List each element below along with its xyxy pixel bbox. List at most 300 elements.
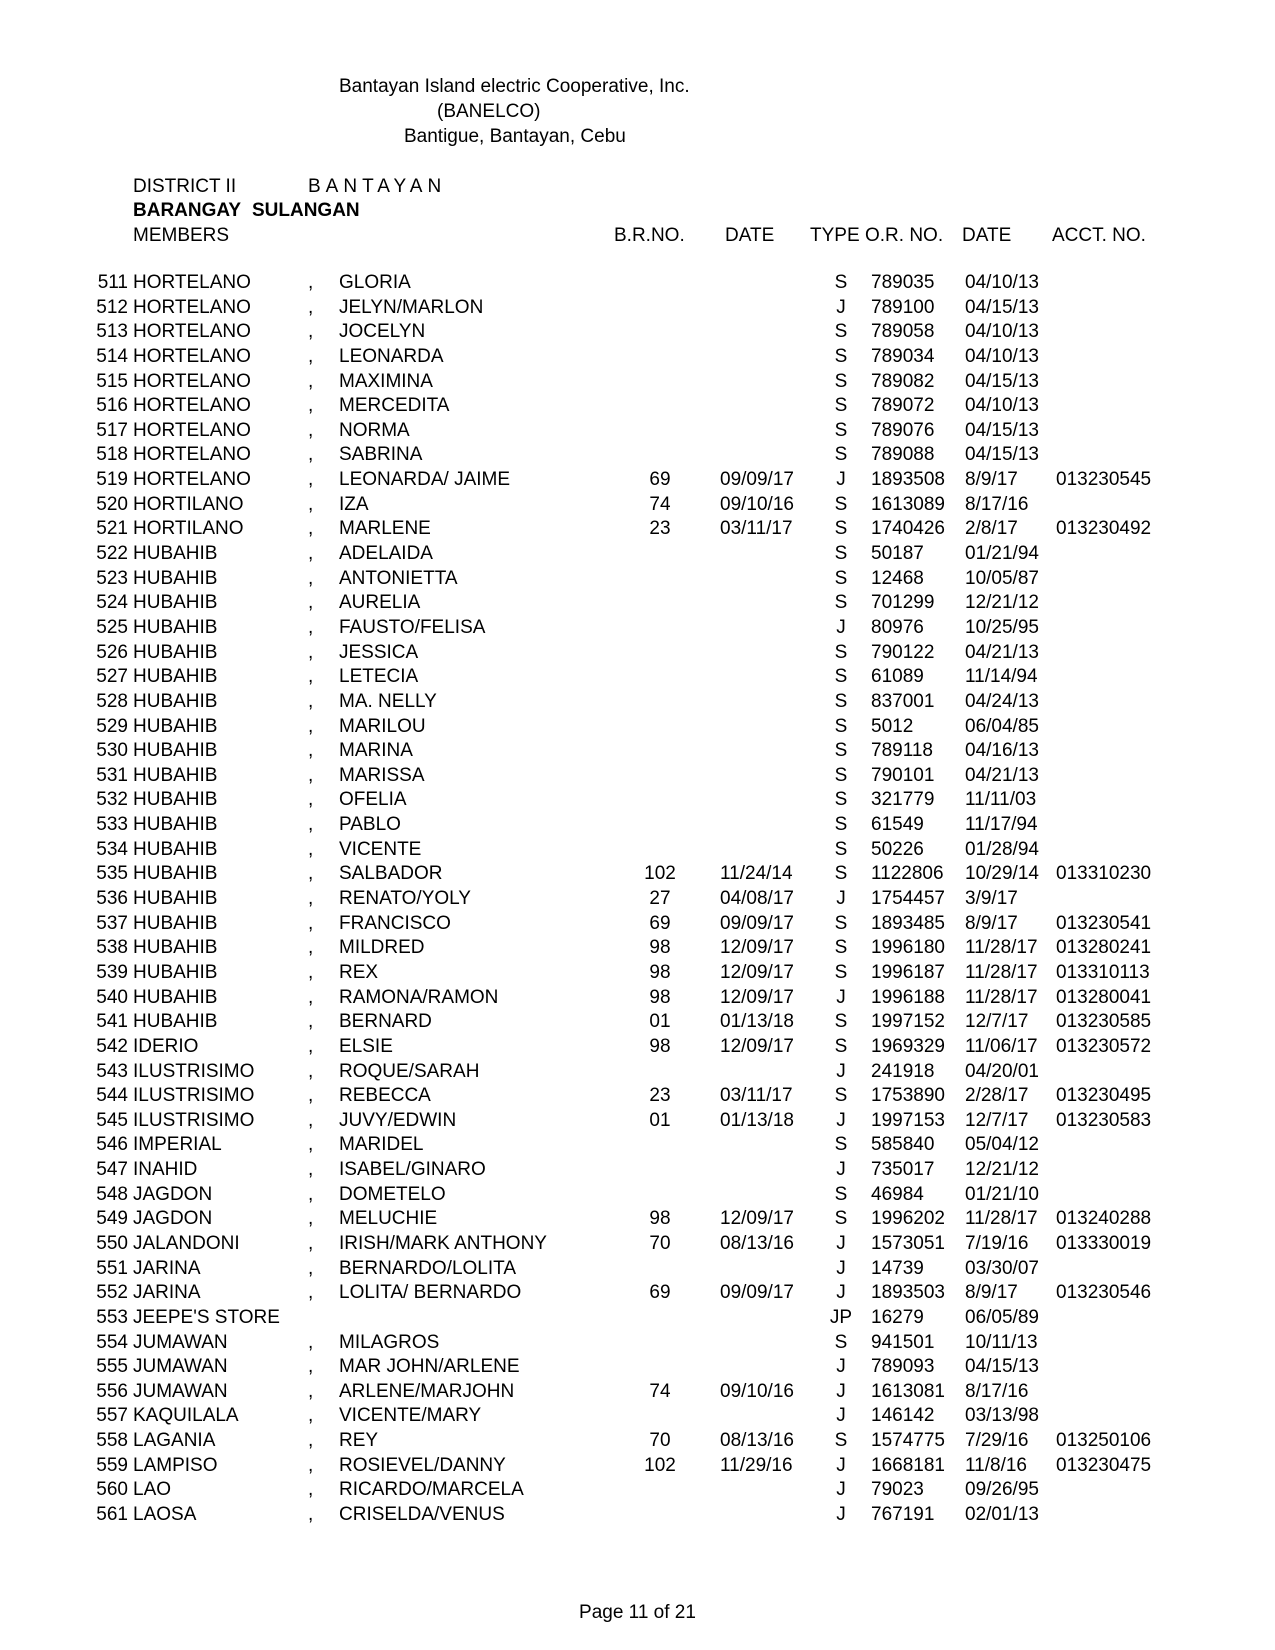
or-date: 12/7/17	[965, 1109, 1029, 1131]
br-date: 12/09/17	[720, 961, 794, 983]
br-date: 01/13/18	[720, 1109, 794, 1131]
member-number: 531	[96, 764, 128, 786]
first-name: BERNARDO/LOLITA	[339, 1257, 517, 1279]
or-date: 04/21/13	[965, 641, 1039, 663]
col-header-date: DATE	[725, 225, 775, 246]
or-number: 1122806	[871, 863, 944, 885]
or-date: 04/16/13	[965, 740, 1039, 762]
or-number: 1613089	[871, 493, 945, 515]
member-type: S	[834, 1134, 848, 1156]
member-type: S	[834, 740, 848, 762]
last-name: JAGDON	[133, 1208, 213, 1230]
member-number: 543	[96, 1060, 128, 1082]
first-name: MARILOU	[339, 715, 426, 737]
first-name: IZA	[339, 493, 369, 515]
member-type: J	[836, 616, 846, 638]
name-separator: ,	[308, 543, 314, 565]
last-name: JARINA	[133, 1282, 201, 1304]
br-number: 27	[649, 888, 671, 910]
member-number: 546	[96, 1134, 128, 1156]
member-number: 558	[96, 1430, 128, 1452]
member-type: S	[834, 444, 848, 466]
account-number: 013250106	[1056, 1430, 1152, 1452]
or-number: 321779	[871, 789, 935, 811]
or-date: 7/29/16	[965, 1430, 1029, 1452]
name-separator: ,	[308, 296, 314, 318]
or-number: 50226	[871, 838, 924, 860]
table-row	[0, 666, 1275, 691]
first-name: MILDRED	[339, 937, 425, 959]
or-date: 8/17/16	[965, 493, 1029, 515]
member-type: S	[834, 1011, 848, 1033]
col-header-br-no: B.R.NO.	[614, 225, 685, 246]
last-name: JUMAWAN	[133, 1380, 228, 1402]
table-row	[0, 272, 1275, 297]
name-separator: ,	[308, 1405, 314, 1427]
org-acronym: (BANELCO)	[437, 101, 541, 122]
last-name: HUBAHIB	[133, 715, 218, 737]
or-date: 05/04/12	[965, 1134, 1039, 1156]
or-date: 11/28/17	[965, 961, 1038, 983]
table-row	[0, 987, 1275, 1012]
account-number: 013280041	[1056, 986, 1152, 1008]
name-separator: ,	[308, 912, 314, 934]
member-number: 551	[96, 1257, 128, 1279]
or-date: 7/19/16	[965, 1232, 1029, 1254]
member-type: J	[836, 296, 846, 318]
member-number: 540	[96, 986, 128, 1008]
last-name: HUBAHIB	[133, 814, 218, 836]
table-row	[0, 740, 1275, 765]
last-name: HORTELANO	[133, 345, 251, 367]
name-separator: ,	[308, 321, 314, 343]
name-separator: ,	[308, 1331, 314, 1353]
or-date: 04/24/13	[965, 690, 1039, 712]
page-number: Page 11 of 21	[579, 1602, 696, 1623]
account-number: 013230495	[1056, 1085, 1152, 1107]
member-number: 556	[96, 1380, 128, 1402]
table-row	[0, 1282, 1275, 1307]
or-date: 04/15/13	[965, 296, 1039, 318]
table-row	[0, 913, 1275, 938]
or-date: 11/11/03	[965, 789, 1037, 811]
last-name: HORTILANO	[133, 518, 244, 540]
last-name: HORTELANO	[133, 469, 251, 491]
or-number: 1997152	[871, 1011, 945, 1033]
member-type: S	[834, 518, 848, 540]
or-date: 06/05/89	[965, 1306, 1039, 1328]
or-number: 1997153	[871, 1109, 945, 1131]
or-date: 8/9/17	[965, 912, 1018, 934]
or-number: 789035	[871, 272, 935, 293]
table-row	[0, 1036, 1275, 1061]
name-separator: ,	[308, 715, 314, 737]
member-type: J	[836, 1109, 846, 1131]
or-date: 01/28/94	[965, 838, 1039, 860]
member-type: J	[836, 1454, 846, 1476]
account-number: 013310230	[1056, 863, 1152, 885]
or-date: 04/15/13	[965, 1356, 1039, 1378]
or-number: 1996188	[871, 986, 945, 1008]
member-number: 514	[96, 345, 128, 367]
or-date: 11/28/17	[965, 1208, 1038, 1230]
last-name: HUBAHIB	[133, 740, 218, 762]
or-date: 01/21/10	[965, 1183, 1039, 1205]
or-number: 789093	[871, 1356, 935, 1378]
or-date: 12/21/12	[965, 592, 1039, 614]
col-header-type: TYPE	[810, 225, 860, 246]
member-number: 515	[96, 370, 128, 392]
table-row	[0, 592, 1275, 617]
table-row	[0, 1233, 1275, 1258]
name-separator: ,	[308, 863, 314, 885]
last-name: HORTELANO	[133, 444, 251, 466]
member-number: 522	[96, 543, 128, 565]
member-number: 561	[96, 1504, 128, 1526]
last-name: HUBAHIB	[133, 888, 218, 910]
or-number: 1754457	[871, 888, 945, 910]
name-separator: ,	[308, 592, 314, 614]
first-name: VICENTE	[339, 838, 422, 860]
name-separator: ,	[308, 961, 314, 983]
last-name: JAGDON	[133, 1183, 213, 1205]
or-date: 10/05/87	[965, 567, 1039, 589]
or-number: 1893485	[871, 912, 945, 934]
col-header-acct-no: ACCT. NO.	[1052, 225, 1146, 246]
table-row	[0, 642, 1275, 667]
br-date: 03/11/17	[720, 518, 793, 540]
or-number: 12468	[871, 567, 924, 589]
table-row	[0, 1258, 1275, 1283]
table-row	[0, 518, 1275, 543]
table-row	[0, 297, 1275, 322]
table-row	[0, 617, 1275, 642]
br-number: 23	[649, 1085, 671, 1107]
or-date: 12/7/17	[965, 1011, 1029, 1033]
first-name: ROSIEVEL/DANNY	[339, 1454, 506, 1476]
member-type: S	[834, 641, 848, 663]
member-type: S	[834, 419, 848, 441]
or-date: 8/9/17	[965, 1282, 1018, 1304]
members-table	[0, 272, 1275, 1529]
br-date: 04/08/17	[720, 888, 794, 910]
last-name: HUBAHIB	[133, 912, 218, 934]
member-type: J	[836, 986, 846, 1008]
table-row	[0, 543, 1275, 568]
last-name: ILUSTRISIMO	[133, 1060, 255, 1082]
first-name: FAUSTO/FELISA	[339, 616, 486, 638]
member-number: 559	[96, 1454, 128, 1476]
member-type: J	[836, 1232, 846, 1254]
br-date: 08/13/16	[720, 1232, 794, 1254]
table-row	[0, 1479, 1275, 1504]
name-separator: ,	[308, 1035, 314, 1057]
last-name: LAOSA	[133, 1504, 197, 1526]
or-date: 3/9/17	[965, 888, 1018, 910]
member-number: 529	[96, 715, 128, 737]
or-date: 03/30/07	[965, 1257, 1039, 1279]
name-separator: ,	[308, 1356, 314, 1378]
org-address: Bantigue, Bantayan, Cebu	[404, 126, 626, 147]
district-label: DISTRICT II	[133, 176, 237, 197]
last-name: LAO	[133, 1479, 172, 1501]
first-name: MERCEDITA	[339, 395, 450, 417]
br-date: 12/09/17	[720, 986, 794, 1008]
member-number: 550	[96, 1232, 128, 1254]
member-number: 524	[96, 592, 128, 614]
member-type: S	[834, 715, 848, 737]
name-separator: ,	[308, 1109, 314, 1131]
last-name: HUBAHIB	[133, 641, 218, 663]
or-date: 12/21/12	[965, 1159, 1039, 1181]
table-row	[0, 691, 1275, 716]
member-number: 537	[96, 912, 128, 934]
last-name: LAMPISO	[133, 1454, 218, 1476]
or-number: 585840	[871, 1134, 935, 1156]
table-row	[0, 1085, 1275, 1110]
or-number: 1996180	[871, 937, 945, 959]
or-number: 146142	[871, 1405, 935, 1427]
name-separator: ,	[308, 986, 314, 1008]
or-date: 11/28/17	[965, 986, 1038, 1008]
table-row	[0, 1159, 1275, 1184]
first-name: LEONARDA	[339, 345, 444, 367]
member-number: 523	[96, 567, 128, 589]
br-date: 12/09/17	[720, 1208, 794, 1230]
name-separator: ,	[308, 1159, 314, 1181]
last-name: HUBAHIB	[133, 543, 218, 565]
or-date: 11/28/17	[965, 937, 1038, 959]
last-name: HUBAHIB	[133, 616, 218, 638]
br-number: 69	[649, 912, 671, 934]
or-number: 790101	[871, 764, 935, 786]
table-row	[0, 346, 1275, 371]
br-number: 98	[649, 1035, 671, 1057]
member-number: 530	[96, 740, 128, 762]
name-separator: ,	[308, 1504, 314, 1526]
member-type: S	[834, 690, 848, 712]
first-name: CRISELDA/VENUS	[339, 1504, 505, 1526]
or-number: 1573051	[871, 1232, 945, 1254]
account-number: 013230475	[1056, 1454, 1152, 1476]
member-number: 554	[96, 1331, 128, 1353]
account-number: 013230572	[1056, 1035, 1152, 1057]
first-name: ADELAIDA	[339, 543, 433, 565]
member-number: 536	[96, 888, 128, 910]
or-number: 1996202	[871, 1208, 945, 1230]
member-number: 521	[96, 518, 128, 540]
table-row	[0, 765, 1275, 790]
member-type: J	[836, 1257, 846, 1279]
table-row	[0, 863, 1275, 888]
table-row	[0, 1184, 1275, 1209]
member-number: 518	[96, 444, 128, 466]
or-date: 11/17/94	[965, 814, 1038, 836]
first-name: ROQUE/SARAH	[339, 1060, 480, 1082]
name-separator: ,	[308, 1208, 314, 1230]
table-row	[0, 1208, 1275, 1233]
name-separator: ,	[308, 1232, 314, 1254]
or-number: 941501	[871, 1331, 935, 1353]
br-date: 11/29/16	[720, 1454, 793, 1476]
member-number: 532	[96, 789, 128, 811]
last-name: KAQUILALA	[133, 1405, 239, 1427]
or-number: 46984	[871, 1183, 924, 1205]
member-number: 526	[96, 641, 128, 663]
last-name: HORTELANO	[133, 395, 251, 417]
first-name: JUVY/EDWIN	[339, 1109, 457, 1131]
first-name: MILAGROS	[339, 1331, 440, 1353]
member-type: J	[836, 1504, 846, 1526]
member-type: JP	[829, 1306, 853, 1328]
last-name: HORTELANO	[133, 272, 251, 293]
first-name: MA. NELLY	[339, 690, 437, 712]
member-type: S	[834, 592, 848, 614]
first-name: MAXIMINA	[339, 370, 433, 392]
account-number: 013330019	[1056, 1232, 1152, 1254]
first-name: JESSICA	[339, 641, 419, 663]
member-number: 528	[96, 690, 128, 712]
account-number: 013230492	[1056, 518, 1152, 540]
account-number: 013230546	[1056, 1282, 1152, 1304]
member-number: 555	[96, 1356, 128, 1378]
first-name: ISABEL/GINARO	[339, 1159, 486, 1181]
account-number: 013280241	[1056, 937, 1152, 959]
member-number: 544	[96, 1085, 128, 1107]
name-separator: ,	[308, 740, 314, 762]
table-row	[0, 716, 1275, 741]
member-type: S	[834, 937, 848, 959]
last-name: HUBAHIB	[133, 592, 218, 614]
account-number: 013230541	[1056, 912, 1152, 934]
member-number: 534	[96, 838, 128, 860]
last-name: HUBAHIB	[133, 863, 218, 885]
member-type: S	[834, 395, 848, 417]
last-name: LAGANIA	[133, 1430, 216, 1452]
member-type: J	[836, 1159, 846, 1181]
last-name: HUBAHIB	[133, 1011, 218, 1033]
last-name: INAHID	[133, 1159, 198, 1181]
table-row	[0, 1307, 1275, 1332]
first-name: MARLENE	[339, 518, 431, 540]
member-number: 511	[97, 272, 128, 293]
or-number: 50187	[871, 543, 924, 565]
first-name: VICENTE/MARY	[339, 1405, 482, 1427]
first-name: ARLENE/MARJOHN	[339, 1380, 515, 1402]
or-date: 04/21/13	[965, 764, 1039, 786]
member-type: S	[834, 764, 848, 786]
or-number: 1893503	[871, 1282, 945, 1304]
member-number: 533	[96, 814, 128, 836]
name-separator: ,	[308, 838, 314, 860]
first-name: RICARDO/MARCELA	[339, 1479, 524, 1501]
name-separator: ,	[308, 764, 314, 786]
first-name: AURELIA	[339, 592, 421, 614]
br-date: 03/11/17	[720, 1085, 793, 1107]
member-type: S	[834, 345, 848, 367]
or-date: 04/20/01	[965, 1060, 1039, 1082]
first-name: ANTONIETTA	[339, 567, 458, 589]
first-name: RENATO/YOLY	[339, 888, 471, 910]
br-date: 09/09/17	[720, 912, 794, 934]
member-number: 557	[96, 1405, 128, 1427]
last-name: JUMAWAN	[133, 1356, 228, 1378]
first-name: PABLO	[339, 814, 401, 836]
member-type: S	[834, 321, 848, 343]
br-number: 70	[649, 1430, 671, 1452]
table-row	[0, 962, 1275, 987]
table-row	[0, 469, 1275, 494]
name-separator: ,	[308, 518, 314, 540]
member-type: J	[836, 469, 846, 491]
table-row	[0, 568, 1275, 593]
or-number: 61549	[871, 814, 924, 836]
last-name: ILUSTRISIMO	[133, 1109, 255, 1131]
name-separator: ,	[308, 690, 314, 712]
name-separator: ,	[308, 937, 314, 959]
or-number: 16279	[871, 1306, 924, 1328]
last-name: HUBAHIB	[133, 690, 218, 712]
or-date: 02/01/13	[965, 1504, 1039, 1526]
br-number: 70	[649, 1232, 671, 1254]
first-name: GLORIA	[339, 272, 411, 293]
or-number: 241918	[871, 1060, 935, 1082]
name-separator: ,	[308, 1011, 314, 1033]
member-type: J	[836, 1380, 846, 1402]
member-type: S	[834, 1035, 848, 1057]
br-date: 01/13/18	[720, 1011, 794, 1033]
name-separator: ,	[308, 1257, 314, 1279]
or-number: 789118	[871, 740, 933, 762]
or-date: 03/13/98	[965, 1405, 1039, 1427]
table-row	[0, 321, 1275, 346]
or-number: 79023	[871, 1479, 924, 1501]
member-type: S	[834, 567, 848, 589]
name-separator: ,	[308, 1134, 314, 1156]
br-number: 74	[649, 493, 671, 515]
col-header-or-no: O.R. NO.	[865, 225, 944, 246]
or-date: 11/8/16	[965, 1454, 1027, 1476]
or-date: 04/15/13	[965, 419, 1039, 441]
account-number: 013240288	[1056, 1208, 1152, 1230]
or-number: 789100	[871, 296, 935, 318]
br-date: 09/10/16	[720, 493, 794, 515]
last-name: HUBAHIB	[133, 789, 218, 811]
barangay-title: BARANGAY SULANGAN	[133, 200, 360, 221]
last-name: JARINA	[133, 1257, 201, 1279]
member-number: 548	[96, 1183, 128, 1205]
member-number: 520	[96, 493, 128, 515]
last-name: JALANDONI	[133, 1232, 240, 1254]
or-number: 1893508	[871, 469, 945, 491]
last-name: IMPERIAL	[133, 1134, 222, 1156]
col-header-date2: DATE	[962, 225, 1012, 246]
last-name: JUMAWAN	[133, 1331, 228, 1353]
table-row	[0, 371, 1275, 396]
or-date: 10/25/95	[965, 616, 1039, 638]
or-number: 1668181	[871, 1454, 945, 1476]
name-separator: ,	[308, 444, 314, 466]
or-date: 2/28/17	[965, 1085, 1029, 1107]
table-row	[0, 1110, 1275, 1135]
or-date: 04/15/13	[965, 444, 1039, 466]
or-date: 10/11/13	[965, 1331, 1038, 1353]
last-name: HUBAHIB	[133, 567, 218, 589]
br-number: 98	[649, 937, 671, 959]
br-number: 74	[649, 1380, 671, 1402]
table-row	[0, 420, 1275, 445]
table-row	[0, 888, 1275, 913]
